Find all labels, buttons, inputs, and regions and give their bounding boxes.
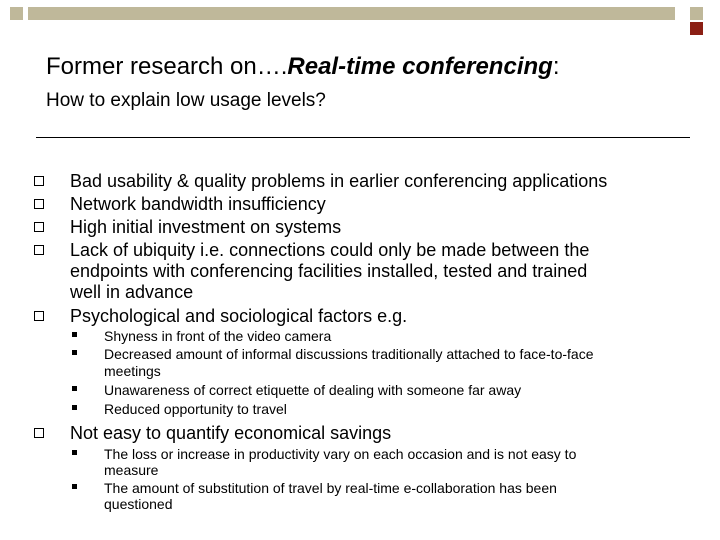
hollow-square-bullet-icon (34, 428, 44, 438)
bullet-text: Network bandwidth insufficiency (70, 194, 326, 214)
title-suffix: : (552, 53, 560, 80)
bullet-text: Bad usability & quality problems in earlier conferencing applications (70, 171, 608, 191)
slide-title (46, 52, 559, 82)
bullet-text: Lack of ubiquity i.e. connections could only be made between the (70, 240, 590, 260)
filled-square-bullet-icon (72, 350, 77, 355)
bullet-text: Psychological and sociological factors e.g. (70, 306, 408, 326)
sub-bullet-text: questioned (104, 496, 173, 512)
filled-square-bullet-icon (72, 484, 77, 489)
decor-square-right (690, 7, 703, 20)
hollow-square-bullet-icon (34, 222, 44, 232)
title-divider (36, 137, 690, 138)
bullet-text: High initial investment on systems (70, 217, 342, 237)
sub-bullet-text: measure (104, 462, 159, 478)
hollow-square-bullet-icon (34, 245, 44, 255)
sub-bullet-text: The amount of substitution of travel by real-time e-collaboration has been (104, 480, 557, 496)
bullet-text: endpoints with conferencing facilities installed, tested and trained (70, 261, 588, 281)
sub-bullet-text: The loss or increase in productivity vary on each occasion and is not easy to (104, 446, 577, 462)
sub-bullet-text: Reduced opportunity to travel (104, 401, 287, 417)
filled-square-bullet-icon (72, 332, 77, 337)
decor-square-wide (28, 7, 675, 20)
sub-bullet-text: meetings (104, 363, 161, 379)
hollow-square-bullet-icon (34, 176, 44, 186)
decor-square-accent (690, 22, 703, 35)
hollow-square-bullet-icon (34, 199, 44, 209)
title-prefix: Former research on…. (46, 53, 288, 80)
filled-square-bullet-icon (72, 405, 77, 410)
slide-subtitle: How to explain low usage levels? (46, 90, 326, 111)
sub-bullet-text: Unawareness of correct etiquette of dealing with someone far away (104, 382, 522, 398)
title-emphasis: Real-time conferencing (287, 53, 553, 80)
bullet-text: Not easy to quantify economical savings (70, 423, 392, 443)
sub-bullet-text: Shyness in front of the video camera (104, 328, 332, 344)
filled-square-bullet-icon (72, 450, 77, 455)
sub-bullet-text: Decreased amount of informal discussions traditionally attached to face-to-face (104, 346, 594, 362)
bullet-text: well in advance (70, 282, 194, 302)
filled-square-bullet-icon (72, 386, 77, 391)
decor-square-left (10, 7, 23, 20)
hollow-square-bullet-icon (34, 311, 44, 321)
